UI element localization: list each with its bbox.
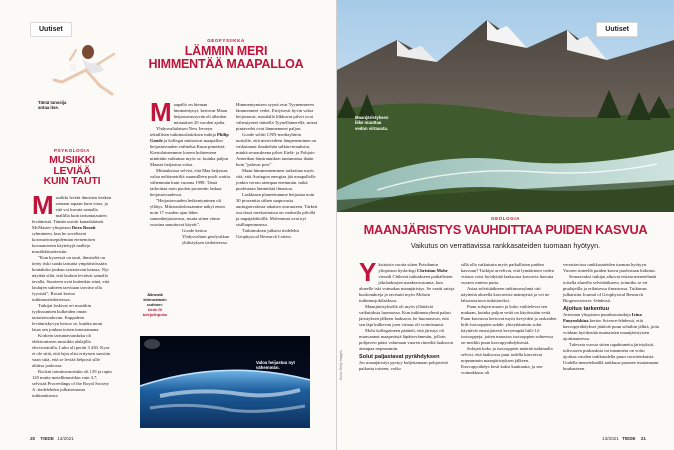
- photo-credit: Kuva: Getty Images: [339, 350, 343, 380]
- person-name: Christian Mohr: [416, 268, 448, 273]
- subheading: Ajoitus tarkentuu: [563, 306, 609, 312]
- page-number: 20: [30, 436, 36, 441]
- paragraph: Goode selitti CNN-mediayhtiön uutisille, että merivedeen lämpeneminen on vaikuttanut ilmakehän sulkiuvirtauksiin, minkä seurauksena pilvet Etelä- ja Pohjois-Amerikan länsirannikon tuntumassa ikään kuin ”palavat pois”.: [236, 132, 317, 167]
- paragraph: Yhdysvaltalaisen New Jerseyn teknillisen tutkimuslaitoksen tutkija: [150, 126, 216, 137]
- paragraph: ksitoista vuotta sitten Potsdamin yliopiston hydrologi: [378, 262, 438, 273]
- paragraph: ja kollegat mittasivat maapallon heijastavuuden vaihtelua Kuun pimeästä. Kiertolaineemme loseen hohteeseen nimittäin vaikuttaa myös se, kuinka paljon Maasta heijastuu valoa.: [150, 138, 229, 167]
- paragraph: kertoo Science-lehdessä, että kasvupyrähdykset jättävät puun soluihin jälkiä, joita voidaan hyödyntää muinaisten maanjäristysten ajoittamisessa.: [563, 318, 659, 341]
- photo-caption: [355, 115, 415, 131]
- page-folio: [602, 436, 646, 441]
- page-folio: [30, 436, 74, 441]
- paragraph: Laskkiaan planeettamme heijastaa noin 30 prosenttia siihen saapuvasta auringonvalosta takaisin avaruuteen. Tärkeä osa tässä merkoinnissa on vaalealla pilvillä ja napajäätiköillä. Molemmat ovat nyt sisilhupenneassa.: [236, 192, 318, 227]
- section-tag: Uutiset: [596, 22, 638, 37]
- drop-cap: M: [150, 97, 172, 127]
- kicker: PSYKOLOGIA: [53, 148, 90, 153]
- caption-line: Valoa heijastuu nyt: [256, 360, 295, 365]
- earth-image: [140, 336, 310, 428]
- paragraph: Solujen koko ja isotooppien määrää tutkimalla selvisi, että laaksossa puut todella kasvoivat nopeammin maanjäristyksen jälkeen. Kasvupyrähdys kesti kaksi kuukautta, ja sen voimakkuus oli: [461, 346, 553, 375]
- paragraph: Tulevaia vuosia sitten tapahtuneita järistyksiä, tulivuoren purkauksia tai tunamieta on voitu ajoittaa vuoden tarkkuudella puun vuosirenkaista. Uudella menetelmällä tarkkuus paranee muutamaan kuukauteen.: [563, 342, 659, 371]
- paragraph: Goode kertoo Yhdysvaltain geofysiikan yhdistyksen tiedotteessa.: [182, 228, 230, 245]
- paragraph: sillä olla vaikutusta myös paikallisten puiden kasvuun? Tutkijat arvelivat, että lymäärinen veden virtaus voisi hyödyttää laaksossa kasvavia havutia vuoren rinteen puita.: [461, 262, 554, 285]
- paragraph: Seuraavaksi tutkijat aikovat testata menetelmää toisella alueella selvittääkseen, toimiiko se eri puulajeilla ja erilaisessa ilmastossa. Tutkimus julkaistiin Journal of Geophysical Research Biogeosciences -lehdessä.: [563, 274, 657, 303]
- paragraph: Asiaa selvittääkseen tutkimusryhmä otti näytteitä alueella kasvavista männyistä ja vei ne laboratorioon tutkittaviksi.: [461, 286, 550, 303]
- paragraph: Himmentymisen syynä ovat Tyynenmeren lämmenneet vedet. Erityisesti hyvin valoa heijastavat, matalalla lilkkuvat pilvet ovat vähentyneet itäisellä Tyynellämerellä, missä pintavedet ovat lämmenneet paljon.: [236, 102, 318, 131]
- paragraph: ”Kun kyseessä on tauti, ihmiseltä on tietty riski saada tartunta ympäristössään kontaktiin jonkun sairastavan kanssa. Nyt näyttää siltä, että lauluin leviävät samalla tavalla. Suurieen ovat kuitenkin siinä, että laulujen suhteen tarvitaan tarvitse olla fyysistä”, Rosati kertoo tutkimustiedotteessa.: [32, 254, 110, 302]
- issue-number: 13/2021: [57, 436, 74, 441]
- caption-line: liike muuttaa: [355, 120, 382, 126]
- headline: [140, 45, 312, 70]
- paragraph: Tutkimuksen julkaisi tiedelehti Geophysical Research Letters.: [236, 228, 299, 239]
- paragraph: verrattavissa rankkasateiden tuoman hyötyyn. Vuoren rinteellä puiden kasvu puolestaan hidastui.: [563, 262, 656, 273]
- quake-col-3: [563, 262, 659, 372]
- caption-line: antaa itse.: [38, 105, 60, 111]
- paragraph: Arizonan yliopiston puunlustotutkija: [563, 312, 631, 317]
- caption-line: vedon virtausta.: [355, 125, 388, 131]
- drop-cap: Y: [359, 257, 377, 287]
- paragraph: Maanjäristyksellä oli myös yllättäviä vaikutuksia luonnossa. Kun tutkimusryhmä palasi järistyksen jälkeen laaksoon, he huomasivat, että sen läpi kulkevan joen virtaus oli voimistunut.: [359, 304, 451, 327]
- person-name: Dora Rosati: [71, 224, 96, 230]
- paragraph: ”Heijastavuuden heikentyminen oli yllätys. Mittaustiedossamme näkyi ensin noin 17 vuoden ajan lähes samanheijastavuus, mutta sitten viime vuosina muuttuvat käyrät”,: [150, 198, 225, 227]
- paragraph: Mittauksissa selvisi, että Maa heijastaa valoa neliömetriltä suunnilleen puoli wattia vähemmän kuin vuonna 1998. Tämä tarkoittaa noin puolen prosentin laskua heijastavuudessa.: [150, 168, 230, 197]
- paragraph: Jos maanjäristys pystyy kuljettamaan pohjavettä paikasta toiseen, voiko: [359, 360, 448, 371]
- music-article: [32, 148, 112, 399]
- headline-line: LÄMMIN MERI: [184, 44, 268, 58]
- caption-line: vähemmän.: [256, 365, 280, 371]
- magazine-name: TIEDE: [40, 436, 54, 441]
- person-name: Irina Panyushkina: [563, 312, 642, 323]
- caption-line: Tämä tanssija: [38, 100, 67, 105]
- magazine-name: TIEDE: [622, 436, 636, 441]
- person-name: Philip Goode: [150, 132, 229, 143]
- subheadline: Vaikutus on verrattavissa rankkasateiden tuomaan hyötyyn.: [410, 241, 601, 250]
- headline: MAANJÄRISTYS VAUHDITTAA PUIDEN KASVUA: [363, 222, 648, 237]
- paragraph: Puun solujen muoto ja koko vaihtelevat sen mukaan, kuinka paljon vettä on käytössään vettä. Puun kasvussa kertovat myös kevyiden ja raskaiden hiili-isotooppien suhde: yhteyttämisän solut käyttävät ensisijaisesti kevyempää hiili-12-isotooppeja, jotten muoutos isotooppien suhteessa on merkki puun kasvupyrähdyksestä.: [461, 304, 557, 345]
- sidebar-link[interactable]: tiede.fi/: [147, 307, 162, 312]
- quake-col-1: [359, 257, 455, 372]
- headline: [32, 155, 112, 187]
- paragraph: Maan himmenneminen tarkoittaa myös sitä, että Auringon energiaa jää maapallolle jonkin verran aiempaa enemmän, mikä puolestaan lämmittää ilmastoa.: [236, 168, 316, 191]
- dancer-image: [42, 42, 122, 102]
- paragraph: ryhmineen, kun he soveltavat koronavirusepidemian etenemisen kuvaamiseen käytettyjä malleja musiikkituotteisiin.: [32, 230, 95, 254]
- heat-article: [140, 38, 312, 70]
- right-page: [337, 0, 674, 450]
- paragraph: Korkein tartuntavuusluku oli elektroniseen musiikin alalajilla electronicalla. Luku oli peräti 3 430. Kyse ei ole siitä, että lajia olisi erityisen suosittu vaan siitä, että se leviää helposti sille alttiisa joukossa.: [32, 332, 111, 368]
- article-body: [32, 189, 112, 399]
- paragraph: Tutkijat laskivat eri musiikin tyylisuuntien kulkeiden oman tartuttavuuluvun. Kappaleen leviämiskyvyn kertoo se, kuinka moni lataa sen jonkun toisen innostamana.: [32, 302, 103, 332]
- dancer-caption: [38, 100, 88, 111]
- earth-caption: [256, 360, 312, 371]
- paragraph: usiikki leviää ihmisten kesken samaan tapaan kuin virus, ja sitä voi kuvata samalla mallilla kuin tartuntatautien leviämistä. Tämän osoitti kanadalaisen McMaster-yliopiston: [32, 194, 112, 230]
- sidebar-line: uutinen:: [147, 302, 163, 307]
- subheading: Solut paljastavat pyrähdyksen: [359, 354, 440, 360]
- drop-cap: M: [32, 189, 54, 220]
- paragraph: aapallo on hieman himmentynyt, kertovat Maan heijastavuuryvän eli albedon mittaukset 20 vuoden ajalta.: [173, 102, 228, 125]
- headline-line: MUSIIKKI LEVIÄÄ: [49, 154, 95, 177]
- headline-line: KUIN TAUTI: [43, 175, 101, 187]
- issue-number: 13/2021: [602, 436, 619, 441]
- page-number: 21: [640, 436, 646, 441]
- paragraph: Mohr kollegoineen päätteli, että järistys oli muuvannut maaperästä läpäisevämmän, jolloin pohjavesi pääsi valumaan vuoren rinteiltä laaksoon aiempaa nopeammin.: [359, 328, 454, 351]
- caption-line: Maanjäristyksen: [355, 115, 389, 120]
- headline-line: HIMMENTÄÄ MAAPALLOA: [148, 56, 304, 71]
- paragraph: vieraili Chilessä tutkiakseen paikallisten jokilaaksojen maakerrostumia, kun alueelle iski voimakas maanjäristys. Se vaatti satoja kuolonuhreja ja ravisutti myös Mohrin tutkimusjokilaaksoa.: [359, 274, 455, 303]
- sidebar-line: Äänestä: [147, 292, 163, 297]
- paragraph: Rockin tartuttuvuusluku oli 129 ja rapin 120 mutta metallimusiikin vain 3,7, selvisää Proceedings of the Royal Society A -tiedelehden julkaisemasta tutkimuksesta.: [32, 368, 112, 398]
- sidebar-line: kiinnostavin: [143, 297, 167, 302]
- sidebar-link[interactable]: tulejulkipoku: [142, 312, 168, 317]
- kicker: GEOLOGIA: [490, 216, 521, 221]
- heat-col-2: [236, 102, 318, 240]
- heat-col-1: [150, 97, 232, 246]
- quake-col-2: [461, 262, 557, 376]
- vote-box[interactable]: [140, 292, 170, 317]
- kicker: GEOFYSIIKKA: [207, 38, 245, 43]
- section-tag: Uutiset: [30, 22, 72, 37]
